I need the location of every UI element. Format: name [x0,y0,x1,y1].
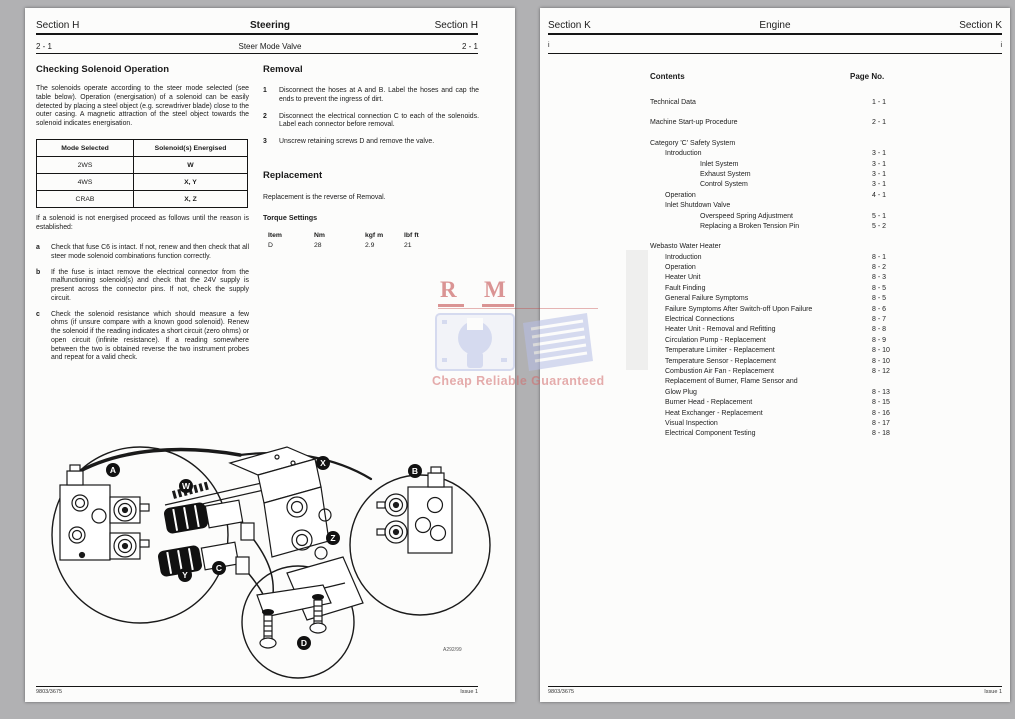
toc-item-page: 3 - 1 [872,181,887,189]
toc-item [650,222,1002,232]
page-title: Engine [759,20,791,31]
watermark-caption: Cheap Reliable Guaranteed [432,374,605,388]
checking-list [36,244,249,370]
solenoid-cell: W [134,157,248,174]
header-page-right: i [1000,42,1002,49]
torque-header: lbf ft [404,232,419,239]
toc-item-label: Replacement of Burner, Flame Sensor and [665,378,798,386]
header-rule-thick [36,33,478,35]
solenoid-mode-table [36,139,248,208]
steer-mode-valve-diagram [25,445,515,685]
toc-item-label: Replacing a Broken Tension Pin [700,222,800,230]
section-title-replacement: Replacement [263,170,323,181]
toc-item-page: 8 - 5 [872,284,887,292]
mode-cell: 2WS [37,157,134,174]
badge-z-label: Z [330,533,336,543]
toc-item [650,367,1002,377]
step-text: Disconnect the electrical connection C to each of the solenoids. Label each connector before removal. [279,112,479,129]
toc-item-page: 3 - 1 [872,160,887,168]
list-key: a [36,244,40,251]
toc-item [650,263,1002,273]
toc-item [650,429,1002,439]
toc-item-label: Introduction [665,150,702,158]
toc-item-label: Burner Head - Replacement [665,399,753,407]
toc-item-label: Fault Finding [665,284,706,292]
header-page-left: i [548,42,550,49]
step-number: 3 [263,138,267,146]
toc-item-label: Category 'C' Safety System [650,139,736,147]
toc-item-label: Inlet Shutdown Valve [665,202,731,210]
toc-item [650,191,1002,201]
toc-item-page: 8 - 18 [872,430,890,438]
toc-item-page: 8 - 3 [872,274,887,282]
toc-item-page: 5 - 1 [872,212,887,220]
toc-item [650,325,1002,335]
torque-header: Item [268,232,282,239]
torque-value: 21 [404,242,412,249]
footer-rule [36,686,478,687]
toc-item-label: Temperature Sensor - Replacement [665,357,776,365]
page-left-steering [25,8,515,702]
toc-item-page: 8 - 6 [872,305,887,313]
badge-x-label: X [320,458,326,468]
torque-value: 2.9 [365,242,375,249]
toc-item-label: Machine Start-up Procedure [650,119,738,127]
diagram-reference: A292/99 [443,647,462,653]
header-section-right: Section H [434,20,478,31]
watermark-letter-m: M [484,277,506,302]
mode-cell: CRAB [37,191,134,208]
toc-item [650,419,1002,429]
list-key: b [36,268,41,276]
toc-item-page: 8 - 5 [872,295,887,303]
toc-item [650,315,1002,325]
toc-item [650,98,1002,108]
badge-a-label: A [109,465,117,475]
toc-item-page: 8 - 7 [872,316,887,324]
step-text: Unscrew retaining screws D and remove the valve. [279,138,435,146]
toc-item-page: 8 - 8 [872,326,887,334]
toc-item-label: Glow Plug [665,388,697,396]
toc-item [650,160,1002,170]
header-page-left: 2 - 1 [36,42,53,51]
toc-item [650,273,1002,283]
toc-item [650,409,1002,419]
toc-item-page: 8 - 9 [872,336,887,344]
footer-issue: Issue 1 [984,689,1002,695]
toc-item-page: 8 - 10 [872,347,890,355]
section-title-removal: Removal [263,64,303,75]
badge-c-label: C [215,563,223,573]
header-rule-thick [548,33,1002,35]
toc-item [650,388,1002,398]
list-item-c [36,311,249,364]
page-no-heading: Page No. [850,72,885,81]
step-number: 1 [263,87,267,94]
toc-item-page: 8 - 15 [872,399,890,407]
toc-item-page: 4 - 1 [872,191,887,199]
checking-note-paragraph: If a solenoid is not energised proceed as follows until the reason is established: [36,215,249,231]
toc-item [650,180,1002,190]
footer-issue: Issue 1 [460,689,478,695]
toc-item-page: 3 - 1 [872,150,887,158]
toc-item-label: Inlet System [700,160,739,168]
toc-item [650,377,1002,387]
toc-item-label: Heater Unit [665,274,701,282]
toc-item-label: Heater Unit - Removal and Refitting [665,326,776,334]
solenoid-cell: X, Z [134,191,248,208]
toc-item-page: 5 - 2 [872,222,887,230]
toc-item-page: 2 - 1 [872,119,887,127]
list-text: Check that fuse C6 is intact. If not, renew and then check that all steer mode solenoid combinations function correctly. [51,244,249,260]
toc-item [650,305,1002,315]
header-rule-thin [36,53,478,54]
torque-value: 28 [314,242,322,249]
list-item-a [36,244,249,262]
removal-step-1 [263,87,479,105]
scan-shadow-artifact [626,250,648,370]
toc-item-page: 8 - 1 [872,253,887,261]
page-title: Steering [249,20,290,31]
toc-item-page: 1 - 1 [872,99,887,106]
toc-item [650,242,1002,252]
header-page-right: 2 - 1 [461,42,478,51]
toc-item [650,149,1002,159]
removal-step-3 [263,138,479,147]
toc-item-page: 8 - 13 [872,388,890,396]
toc-item-page: 8 - 16 [872,409,890,417]
toc-item [650,346,1002,356]
toc-item-label: Combustion Air Fan - Replacement [665,367,774,375]
badge-b-label: B [411,466,419,476]
connector-c [241,523,254,540]
toc-item-label: Failure Symptoms After Switch-off Upon Failure [665,305,813,313]
replacement-note: Replacement is the reverse of Removal. [263,194,386,201]
torque-value: D [268,242,273,249]
header-rule-thin [548,53,1002,54]
page-right-engine [540,8,1010,702]
torque-table [263,232,479,256]
connector-c [236,557,249,574]
table-header-mode: Mode Selected [37,140,134,157]
list-text: If the fuse is intact remove the electrical connector from the malfunctioning solenoid(s) and check that the 24V supply is present across the connector pins. If not, check the supply circuit. [51,268,249,302]
toc-item [650,398,1002,408]
footer-doc-number: 9803/3675 [36,689,62,695]
toc-item-label: Heat Exchanger - Replacement [665,409,763,417]
table-header-solenoid: Solenoid(s) Energised [134,140,248,157]
toc-item [650,253,1002,263]
toc-item-label: Overspeed Spring Adjustment [700,212,793,220]
footer-rule [548,686,1002,687]
toc-item [650,336,1002,346]
contents-heading: Contents [650,72,685,81]
table-row [37,191,248,208]
badge-w-label: W [181,481,191,491]
step-number: 2 [263,112,267,120]
toc-item-page: 8 - 2 [872,264,887,272]
list-text: Check the solenoid resistance which should measure a few ohms (if unsure compare with a known good solenoid). Renew the solenoid if the reading indicates a short circuit (zero ohms) or open circuit (infinite resistance). If a reading somewhere between the two is obtained reverse the two instrument probes and repeat for a valid check. [51,310,249,362]
toc-item-label: Control System [700,181,748,189]
toc-item-page: 8 - 17 [872,419,890,427]
table-header-row [37,140,248,157]
list-key: c [36,310,40,318]
toc-item-page: 8 - 12 [872,367,890,375]
toc-item [650,201,1002,211]
toc-item [650,284,1002,294]
toc-item-label: Electrical Component Testing [665,430,756,438]
toc-item-label: Circulation Pump - Replacement [665,336,766,344]
toc-item [650,212,1002,222]
footer-doc-number: 9803/3675 [548,689,574,695]
torque-header: kgf m [365,232,384,239]
toc-item [650,294,1002,304]
watermark-letter-r: R [440,277,457,302]
torque-header: Nm [314,232,325,239]
toc-item-label: Webasto Water Heater [650,243,721,251]
contents-list [650,98,1002,440]
toc-item-label: Electrical Connections [665,316,735,324]
removal-step-2 [263,113,479,131]
toc-item [650,357,1002,367]
toc-item-label: Technical Data [650,99,696,106]
toc-item-label: Operation [665,191,696,199]
toc-item-label: Temperature Limiter - Replacement [665,347,775,355]
toc-item [650,170,1002,180]
mode-cell: 4WS [37,174,134,191]
toc-item-page: 3 - 1 [872,170,887,178]
section-title-checking-solenoid: Checking Solenoid Operation [36,64,170,75]
checking-intro-paragraph: The solenoids operate according to the steer mode selected (see table below). Operation (energisation) of a solenoid can be easily detected by placing a steel object (e.g. screwdriver blade) close to the outer casing. A magnetic attraction of the steel object towards the solenoid indicates energisation. [36,85,249,128]
toc-item-label: Introduction [665,253,702,261]
header-section-right: Section K [959,20,1002,31]
header-section-left: Section K [548,20,591,31]
toc-item [650,139,1002,149]
torque-settings-title: Torque Settings [263,213,318,222]
list-item-b [36,269,249,304]
toc-item-label: Visual Inspection [665,419,718,427]
solenoid-cell: X, Y [134,174,248,191]
page-subtitle: Steer Mode Valve [238,42,302,51]
toc-item-label: Exhaust System [700,170,751,178]
badge-y-label: Y [182,570,188,580]
header-section-left: Section H [36,20,80,31]
table-row [37,157,248,174]
removal-steps [263,87,479,155]
badge-d-label: D [300,638,308,648]
toc-item-label: General Failure Symptoms [665,295,749,303]
table-row [37,174,248,191]
toc-item-page: 8 - 10 [872,357,890,365]
step-text: Disconnect the hoses at A and B. Label the hoses and cap the ends to prevent the ingress of dirt. [279,87,479,103]
toc-item [650,118,1002,128]
toc-item-label: Operation [665,264,696,272]
